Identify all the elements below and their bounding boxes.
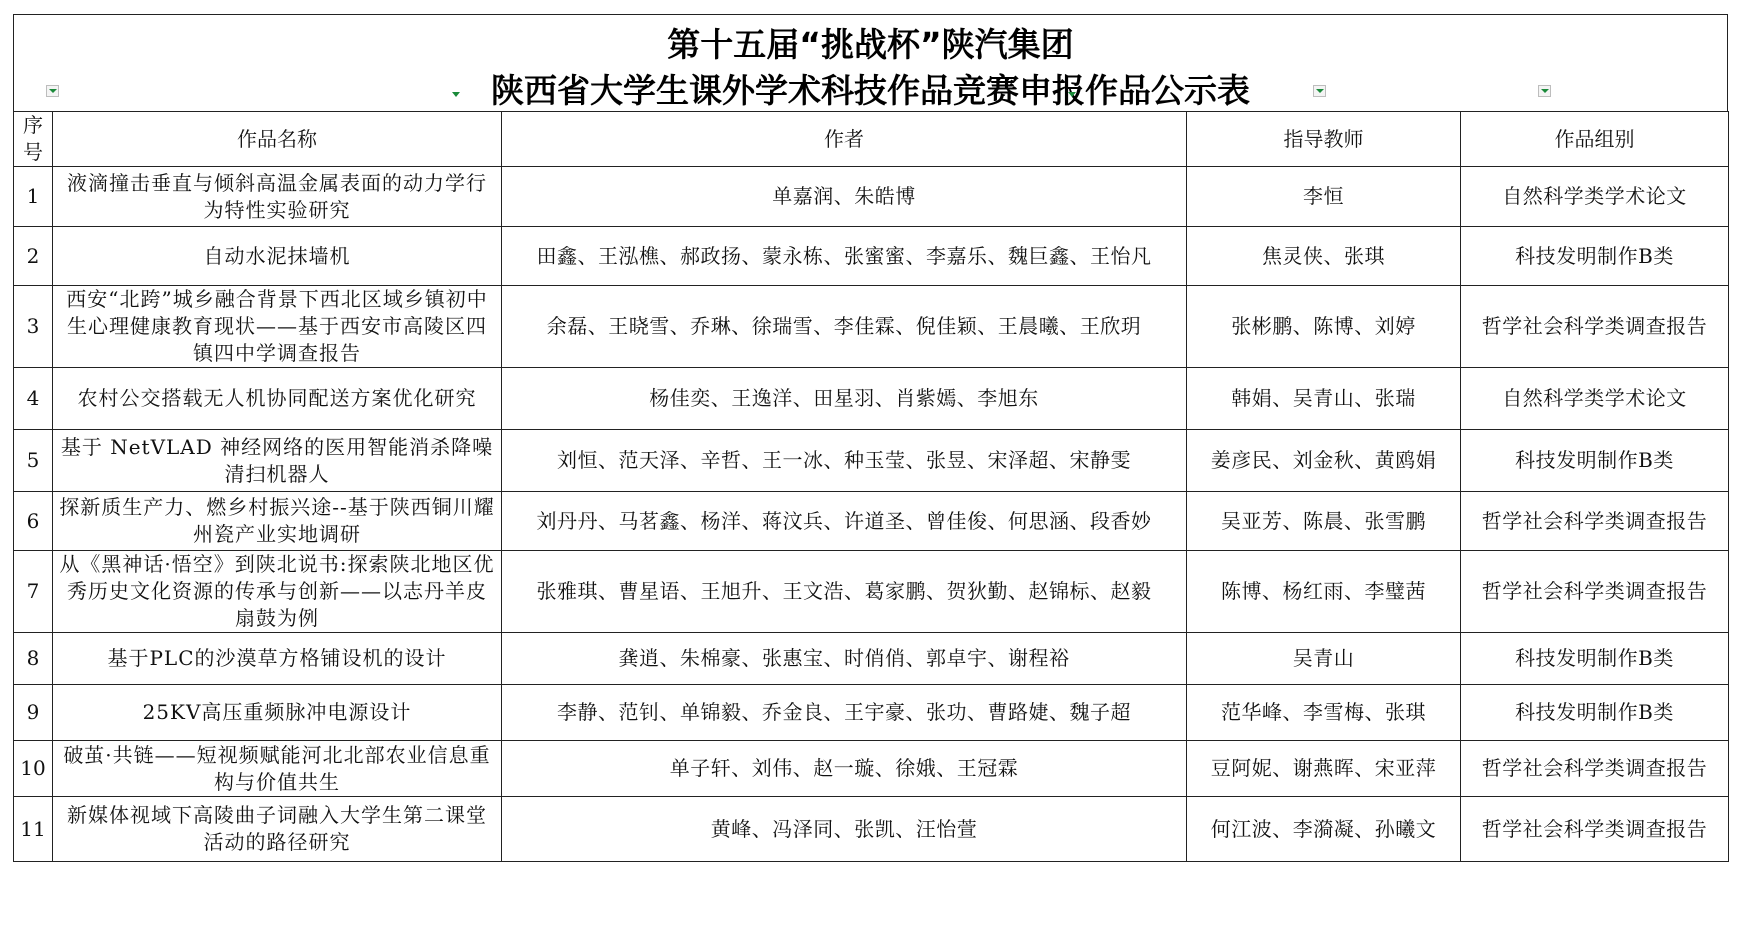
cell-advisors[interactable]: 焦灵侠、张琪	[1187, 227, 1461, 286]
cell-advisors[interactable]: 张彬鹏、陈博、刘婷	[1187, 286, 1461, 368]
cell-advisors[interactable]: 姜彦民、刘金秋、黄鸥娟	[1187, 430, 1461, 492]
filter-dropdown-icon[interactable]	[46, 85, 59, 97]
cell-category[interactable]: 科技发明制作B类	[1461, 430, 1729, 492]
cell-authors[interactable]: 单子轩、刘伟、赵一璇、徐娥、王冠霖	[502, 741, 1187, 797]
cell-authors[interactable]: 黄峰、冯泽同、张凯、汪怡萱	[502, 797, 1187, 862]
cell-index[interactable]: 2	[14, 227, 53, 286]
cell-category[interactable]: 科技发明制作B类	[1461, 227, 1729, 286]
cell-advisors[interactable]: 李恒	[1187, 167, 1461, 227]
cell-authors[interactable]: 刘丹丹、马茗鑫、杨洋、蒋汶兵、许道圣、曾佳俊、何思涵、段香妙	[502, 492, 1187, 551]
cell-index[interactable]: 8	[14, 633, 53, 685]
cell-category[interactable]: 自然科学类学术论文	[1461, 167, 1729, 227]
cell-advisors[interactable]: 陈博、杨红雨、李璧茜	[1187, 551, 1461, 633]
cell-category[interactable]: 科技发明制作B类	[1461, 685, 1729, 741]
filter-dropdown-icon[interactable]	[1313, 85, 1326, 97]
table-row	[14, 633, 1729, 685]
header-row	[14, 112, 1729, 167]
cell-index[interactable]: 9	[14, 685, 53, 741]
cell-index[interactable]: 5	[14, 430, 53, 492]
cell-advisors[interactable]: 豆阿妮、谢燕晖、宋亚萍	[1187, 741, 1461, 797]
cell-title[interactable]: 农村公交搭载无人机协同配送方案优化研究	[53, 368, 502, 430]
cell-authors[interactable]: 单嘉润、朱皓博	[502, 167, 1187, 227]
header-title[interactable]: 作品名称	[53, 112, 502, 167]
cell-title[interactable]: 25KV高压重频脉冲电源设计	[53, 685, 502, 741]
page-title-line-2: 陕西省大学生课外学术科技作品竞赛申报作品公示表	[491, 71, 1250, 110]
cell-category[interactable]: 科技发明制作B类	[1461, 633, 1729, 685]
cell-title[interactable]: 探新质生产力、燃乡村振兴途--基于陕西铜川耀州瓷产业实地调研	[53, 492, 502, 551]
cell-authors[interactable]: 杨佳奕、王逸洋、田星羽、肖紫嫣、李旭东	[502, 368, 1187, 430]
cell-title[interactable]: 新媒体视域下高陵曲子词融入大学生第二课堂活动的路径研究	[53, 797, 502, 862]
header-category[interactable]: 作品组别	[1461, 112, 1729, 167]
cell-category[interactable]: 哲学社会科学类调查报告	[1461, 286, 1729, 368]
title-merged-cell[interactable]	[13, 14, 1728, 111]
table-row	[14, 685, 1729, 741]
table-row	[14, 797, 1729, 862]
cell-advisors[interactable]: 吴亚芳、陈晨、张雪鹏	[1187, 492, 1461, 551]
cell-category[interactable]: 自然科学类学术论文	[1461, 368, 1729, 430]
table-row	[14, 286, 1729, 368]
cell-category[interactable]: 哲学社会科学类调查报告	[1461, 551, 1729, 633]
cell-index[interactable]: 3	[14, 286, 53, 368]
cell-advisors[interactable]: 何江波、李漪凝、孙曦文	[1187, 797, 1461, 862]
cell-index[interactable]: 10	[14, 741, 53, 797]
cell-title[interactable]: 基于PLC的沙漠草方格铺设机的设计	[53, 633, 502, 685]
cell-index[interactable]: 7	[14, 551, 53, 633]
cell-title[interactable]: 西安“北跨”城乡融合背景下西北区域乡镇初中生心理健康教育现状——基于西安市高陵区四镇四中学调查报告	[53, 286, 502, 368]
entries-table	[13, 111, 1729, 862]
cell-marker-icon	[452, 92, 460, 97]
filter-dropdown-icon[interactable]	[1538, 85, 1551, 97]
cell-title[interactable]: 自动水泥抹墙机	[53, 227, 502, 286]
table-row	[14, 430, 1729, 492]
table-row	[14, 167, 1729, 227]
cell-category[interactable]: 哲学社会科学类调查报告	[1461, 741, 1729, 797]
cell-index[interactable]: 1	[14, 167, 53, 227]
cell-category[interactable]: 哲学社会科学类调查报告	[1461, 492, 1729, 551]
header-advisors[interactable]: 指导教师	[1187, 112, 1461, 167]
cell-authors[interactable]: 张雅琪、曹星语、王旭升、王文浩、葛家鹏、贺狄勤、赵锦标、赵毅	[502, 551, 1187, 633]
table-row	[14, 227, 1729, 286]
cell-authors[interactable]: 龚逍、朱棉豪、张惠宝、时俏俏、郭卓宇、谢程裕	[502, 633, 1187, 685]
cell-title[interactable]: 从《黑神话·悟空》到陕北说书:探索陕北地区优秀历史文化资源的传承与创新——以志丹羊皮扇鼓为例	[53, 551, 502, 633]
cell-title[interactable]: 基于 NetVLAD 神经网络的医用智能消杀降噪清扫机器人	[53, 430, 502, 492]
cell-authors[interactable]: 田鑫、王泓樵、郝政扬、蒙永栋、张蜜蜜、李嘉乐、魏巨鑫、王怡凡	[502, 227, 1187, 286]
cell-title[interactable]: 液滴撞击垂直与倾斜高温金属表面的动力学行为特性实验研究	[53, 167, 502, 227]
cell-authors[interactable]: 余磊、王晓雪、乔琳、徐瑞雪、李佳霖、倪佳颖、王晨曦、王欣玥	[502, 286, 1187, 368]
cell-advisors[interactable]: 范华峰、李雪梅、张琪	[1187, 685, 1461, 741]
cell-title[interactable]: 破茧·共链——短视频赋能河北北部农业信息重构与价值共生	[53, 741, 502, 797]
cell-authors[interactable]: 李静、范钊、单锦毅、乔金良、王宇豪、张功、曹路婕、魏子超	[502, 685, 1187, 741]
cell-advisors[interactable]: 韩娟、吴青山、张瑞	[1187, 368, 1461, 430]
table-row	[14, 741, 1729, 797]
spreadsheet	[13, 14, 1730, 922]
cell-category[interactable]: 哲学社会科学类调查报告	[1461, 797, 1729, 862]
table-row	[14, 368, 1729, 430]
cell-authors[interactable]: 刘恒、范天泽、辛哲、王一冰、种玉莹、张昱、宋泽超、宋静雯	[502, 430, 1187, 492]
cell-marker-icon	[1068, 92, 1076, 97]
header-index[interactable]: 序号	[14, 112, 53, 167]
header-authors[interactable]: 作者	[502, 112, 1187, 167]
cell-index[interactable]: 4	[14, 368, 53, 430]
cell-index[interactable]: 6	[14, 492, 53, 551]
cell-index[interactable]: 11	[14, 797, 53, 862]
cell-advisors[interactable]: 吴青山	[1187, 633, 1461, 685]
table-row	[14, 492, 1729, 551]
page-title-line-1: 第十五届“挑战杯”陕汽集团	[667, 25, 1074, 64]
table-row	[14, 551, 1729, 633]
